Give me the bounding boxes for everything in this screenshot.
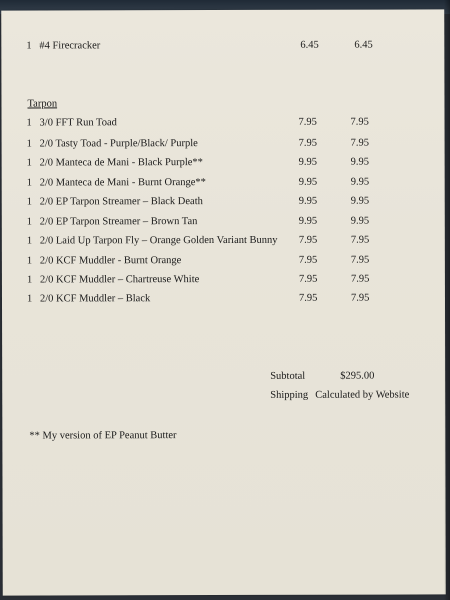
item-qty: 1 bbox=[26, 117, 32, 129]
item-price: 9.95 bbox=[298, 176, 318, 188]
subtotal-label: Subtotal bbox=[270, 370, 306, 382]
item-price: 9.95 bbox=[298, 215, 318, 227]
item-total: 7.95 bbox=[350, 234, 370, 246]
item-price: 9.95 bbox=[298, 156, 318, 168]
item-price: 7.95 bbox=[298, 292, 318, 304]
item-total: 7.95 bbox=[350, 254, 370, 266]
item-desc: 2/0 KCF Muddler – Chartreuse White bbox=[39, 274, 200, 286]
item-qty: 1 bbox=[26, 255, 33, 267]
shipping-value: Calculated by Website bbox=[315, 389, 410, 401]
item-total: 9.95 bbox=[350, 156, 370, 168]
footnote: ** My version of EP Peanut Butter bbox=[29, 430, 177, 442]
first-item-total: 6.45 bbox=[354, 39, 373, 51]
item-qty: 1 bbox=[26, 196, 33, 208]
item-qty: 1 bbox=[26, 293, 33, 305]
item-price: 7.95 bbox=[298, 254, 318, 266]
item-desc: 2/0 Manteca de Mani - Burnt Orange** bbox=[39, 177, 206, 189]
item-desc: 2/0 EP Tarpon Streamer – Brown Tan bbox=[39, 216, 198, 228]
item-price: 7.95 bbox=[298, 273, 318, 285]
item-desc: 2/0 EP Tarpon Streamer – Black Death bbox=[39, 196, 203, 208]
item-qty: 1 bbox=[26, 157, 32, 169]
item-desc: 2/0 Tasty Toad - Purple/Black/ Purple bbox=[39, 138, 198, 150]
item-qty: 1 bbox=[26, 235, 33, 247]
item-total: 9.95 bbox=[350, 195, 370, 207]
item-price: 7.95 bbox=[298, 234, 318, 246]
item-total: 7.95 bbox=[350, 137, 369, 149]
item-total: 7.95 bbox=[350, 292, 370, 304]
item-price: 7.95 bbox=[298, 116, 317, 128]
item-price: 7.95 bbox=[298, 137, 317, 149]
item-desc: 3/0 FFT Run Toad bbox=[39, 117, 117, 129]
invoice-page bbox=[1, 9, 446, 595]
item-desc: 2/0 Laid Up Tarpon Fly – Orange Golden Variant Bunny bbox=[39, 234, 278, 247]
item-qty: 1 bbox=[26, 177, 32, 189]
shipping-label: Shipping bbox=[270, 389, 309, 401]
item-total: 7.95 bbox=[350, 273, 370, 285]
item-qty: 1 bbox=[26, 138, 32, 150]
item-total: 9.95 bbox=[350, 215, 370, 227]
item-desc: 2/0 KCF Muddler - Burnt Orange bbox=[39, 255, 182, 267]
item-qty: 1 bbox=[26, 216, 33, 228]
item-price: 9.95 bbox=[298, 195, 318, 207]
first-item-qty: 1 bbox=[26, 40, 32, 52]
item-total: 7.95 bbox=[350, 116, 369, 128]
item-qty: 1 bbox=[26, 274, 33, 286]
section-title: Tarpon bbox=[27, 98, 58, 110]
paper-edge-shadow bbox=[444, 0, 450, 600]
item-desc: 2/0 KCF Muddler – Black bbox=[39, 293, 151, 305]
item-desc: 2/0 Manteca de Mani - Black Purple** bbox=[39, 157, 203, 169]
first-item-desc: #4 Firecracker bbox=[39, 40, 101, 52]
first-item-price: 6.45 bbox=[300, 39, 319, 51]
subtotal-value: $295.00 bbox=[340, 370, 375, 382]
item-total: 9.95 bbox=[350, 176, 370, 188]
